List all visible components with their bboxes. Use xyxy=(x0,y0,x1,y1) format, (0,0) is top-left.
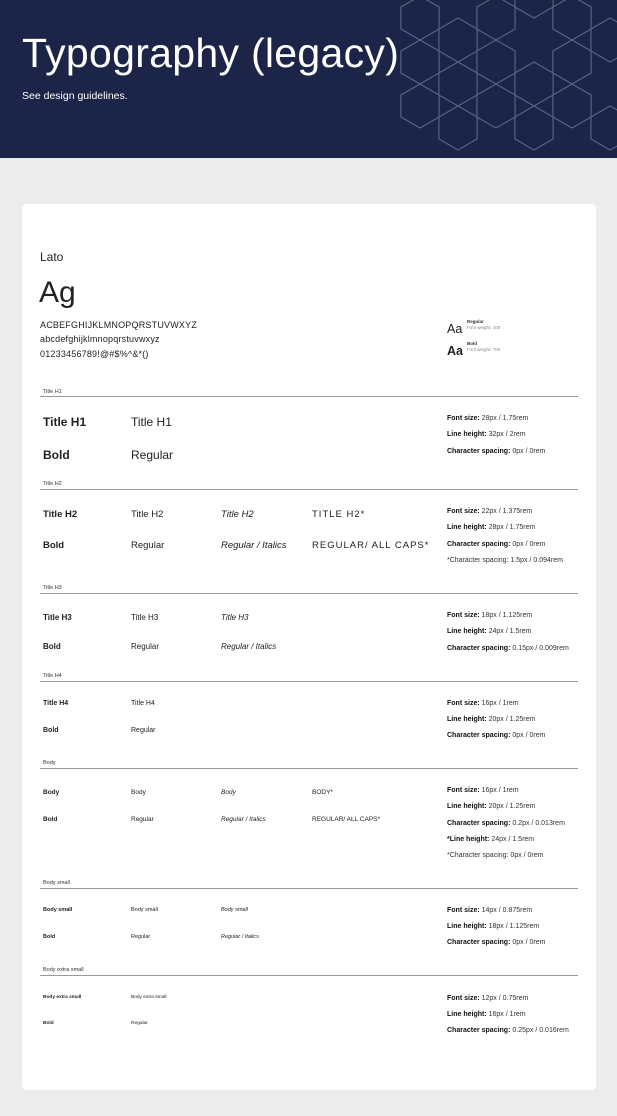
h2-regular-sample: Title H2 xyxy=(131,509,164,520)
xsmall-spec-line-height: Line height: 16px / 1rem xyxy=(447,1011,526,1018)
xsmall-bold-caption: Bold xyxy=(43,1021,54,1026)
h2-caps-caption: REGULAR/ ALL CAPS* xyxy=(312,540,430,551)
h4-bold-caption: Bold xyxy=(43,727,59,734)
body-regular-caption: Regular xyxy=(131,816,154,823)
h3-spec-char-spacing: Character spacing: 0.15px / 0.009rem xyxy=(447,645,569,652)
h1-spec-char-spacing: Character spacing: 0px / 0rem xyxy=(447,448,546,455)
page-subtitle[interactable]: See design guidelines. xyxy=(22,90,128,102)
small-spec-char-spacing: Character spacing: 0px / 0rem xyxy=(447,939,546,946)
font-family-name: Lato xyxy=(40,250,64,264)
section-label-h2: Title H2 xyxy=(43,481,62,487)
h2-regular-caption: Regular xyxy=(131,540,165,551)
h1-regular-sample: Title H1 xyxy=(131,415,172,429)
h3-bold-caption: Bold xyxy=(43,642,61,651)
section-divider xyxy=(40,681,578,682)
small-bold-sample: Body small xyxy=(43,907,73,913)
weight-name: Regular xyxy=(467,319,484,324)
hexagon-shape xyxy=(553,40,591,84)
hexagon-shape xyxy=(439,62,477,106)
h3-regular-sample: Title H3 xyxy=(131,613,159,622)
h4-spec-font-size: Font size: 16px / 1rem xyxy=(447,700,519,707)
h3-bold-sample: Title H3 xyxy=(43,613,72,622)
h4-spec-char-spacing: Character spacing: 0px / 0rem xyxy=(447,732,546,739)
h2-bold-caption: Bold xyxy=(43,540,65,551)
body-caps-caption: REGULAR/ ALL CAPS* xyxy=(312,816,381,823)
small-bold-caption: Bold xyxy=(43,934,56,940)
hexagon-shape xyxy=(477,0,515,40)
hexagon-pattern-icon xyxy=(0,0,617,158)
weight-sample: Aa xyxy=(447,344,463,358)
section-divider xyxy=(40,975,578,976)
h2-spec-caps-spacing: *Character spacing: 1.5px / 0.094rem xyxy=(447,557,563,564)
section-label-h4: Title H4 xyxy=(43,673,62,679)
typography-card xyxy=(22,204,596,1090)
xsmall-spec-font-size: Font size: 12px / 0.75rem xyxy=(447,995,529,1002)
body-spec-caps-line-height: *Line height: 24px / 1.5rem xyxy=(447,836,535,843)
section-label-body: Body xyxy=(43,760,56,766)
h2-spec-char-spacing: Character spacing: 0px / 0rem xyxy=(447,541,546,548)
body-regular-sample: Body xyxy=(131,789,146,796)
weight-name: Bold xyxy=(467,341,477,346)
hexagon-shape xyxy=(439,106,477,150)
h2-bold-sample: Title H2 xyxy=(43,509,78,520)
hexagon-shape xyxy=(553,0,591,40)
xsmall-regular-sample: Body extra small xyxy=(131,995,167,1000)
xsmall-bold-sample: Body extra small xyxy=(43,995,82,1000)
h1-bold-sample: Title H1 xyxy=(43,415,87,429)
hexagon-shape xyxy=(477,40,515,84)
h3-spec-font-size: Font size: 18px / 1.125rem xyxy=(447,612,533,619)
body-italic-sample: Body xyxy=(221,789,236,796)
h4-regular-caption: Regular xyxy=(131,727,156,734)
hexagon-shape xyxy=(515,0,553,18)
xsmall-regular-caption: Regular xyxy=(131,1021,148,1026)
section-label-h1: Title H1 xyxy=(43,389,62,395)
section-divider xyxy=(40,768,578,769)
small-regular-caption: Regular xyxy=(131,934,151,940)
charset-uppercase: ACBEFGHIJKLMNOPQRSTUVWXYZ xyxy=(40,320,198,330)
h3-spec-line-height: Line height: 24px / 1.5rem xyxy=(447,628,532,635)
header-banner xyxy=(0,0,617,158)
h3-italic-sample: Title H3 xyxy=(221,613,249,622)
h1-regular-caption: Regular xyxy=(131,448,174,462)
charset-numbers-symbols: 01233456789!@#$%^&*() xyxy=(40,349,149,359)
weight-description: Font weight: 400 xyxy=(467,325,501,330)
small-italic-sample: Body small xyxy=(221,907,248,913)
section-divider xyxy=(40,888,578,889)
h1-spec-line-height: Line height: 32px / 2rem xyxy=(447,431,526,438)
small-italic-caption: Regular / Italics xyxy=(221,934,259,940)
body-spec-line-height: Line height: 20px / 1.25rem xyxy=(447,803,536,810)
hexagon-shape xyxy=(515,106,553,150)
hexagon-shape xyxy=(591,106,617,150)
h1-bold-caption: Bold xyxy=(43,448,70,462)
small-spec-font-size: Font size: 14px / 0.875rem xyxy=(447,907,533,914)
small-spec-line-height: Line height: 18px / 1.125rem xyxy=(447,923,540,930)
small-regular-sample: Body small xyxy=(131,907,158,913)
hexagon-shape xyxy=(439,18,477,62)
hexagon-shape xyxy=(401,84,439,128)
section-divider xyxy=(40,489,578,490)
body-bold-sample: Body xyxy=(43,789,60,796)
hexagon-shape xyxy=(401,40,439,84)
weight-regular xyxy=(447,319,501,338)
h4-spec-line-height: Line height: 20px / 1.25rem xyxy=(447,716,536,723)
xsmall-spec-char-spacing: Character spacing: 0.25px / 0.016rem xyxy=(447,1027,569,1034)
hexagon-shape xyxy=(515,62,553,106)
weight-bold xyxy=(447,341,501,360)
h4-regular-sample: Title H4 xyxy=(131,700,155,707)
hexagon-shape xyxy=(553,84,591,128)
h4-bold-sample: Title H4 xyxy=(43,700,69,707)
body-spec-font-size: Font size: 16px / 1rem xyxy=(447,787,519,794)
charset-lowercase: abcdefghijklmnopqrstuvwxyz xyxy=(40,334,160,344)
body-bold-caption: Bold xyxy=(43,816,58,823)
section-label-body-extra-small: Body extra small xyxy=(43,967,84,973)
h3-regular-caption: Regular xyxy=(131,642,160,651)
body-spec-char-spacing: Character spacing: 0.2px / 0.013rem xyxy=(447,820,565,827)
section-label-body-small: Body small xyxy=(43,880,70,886)
h2-italic-caption: Regular / Italics xyxy=(221,540,287,551)
weight-description: Font weight: 700 xyxy=(467,347,501,352)
font-sample-glyph: Ag xyxy=(39,276,76,309)
weight-sample: Aa xyxy=(447,322,463,336)
h2-spec-line-height: Line height: 28px / 1.75rem xyxy=(447,524,536,531)
h3-italic-caption: Regular / Italics xyxy=(221,642,277,651)
h2-italic-sample: Title H2 xyxy=(221,509,254,520)
h2-caps-sample: TITLE H2* xyxy=(312,509,366,520)
hexagon-shape xyxy=(591,18,617,62)
section-divider xyxy=(40,396,578,397)
section-divider xyxy=(40,593,578,594)
hexagon-shape xyxy=(477,84,515,128)
body-italic-caption: Regular / Italics xyxy=(221,816,266,823)
body-caps-sample: BODY* xyxy=(312,789,333,796)
h1-spec-font-size: Font size: 28px / 1.75rem xyxy=(447,415,529,422)
h2-spec-font-size: Font size: 22px / 1.375rem xyxy=(447,508,533,515)
body-spec-caps-spacing: *Character spacing: 0px / 0rem xyxy=(447,852,544,859)
hexagon-shape xyxy=(401,0,439,40)
page-title: Typography (legacy) xyxy=(22,30,400,76)
section-label-h3: Title H3 xyxy=(43,585,62,591)
